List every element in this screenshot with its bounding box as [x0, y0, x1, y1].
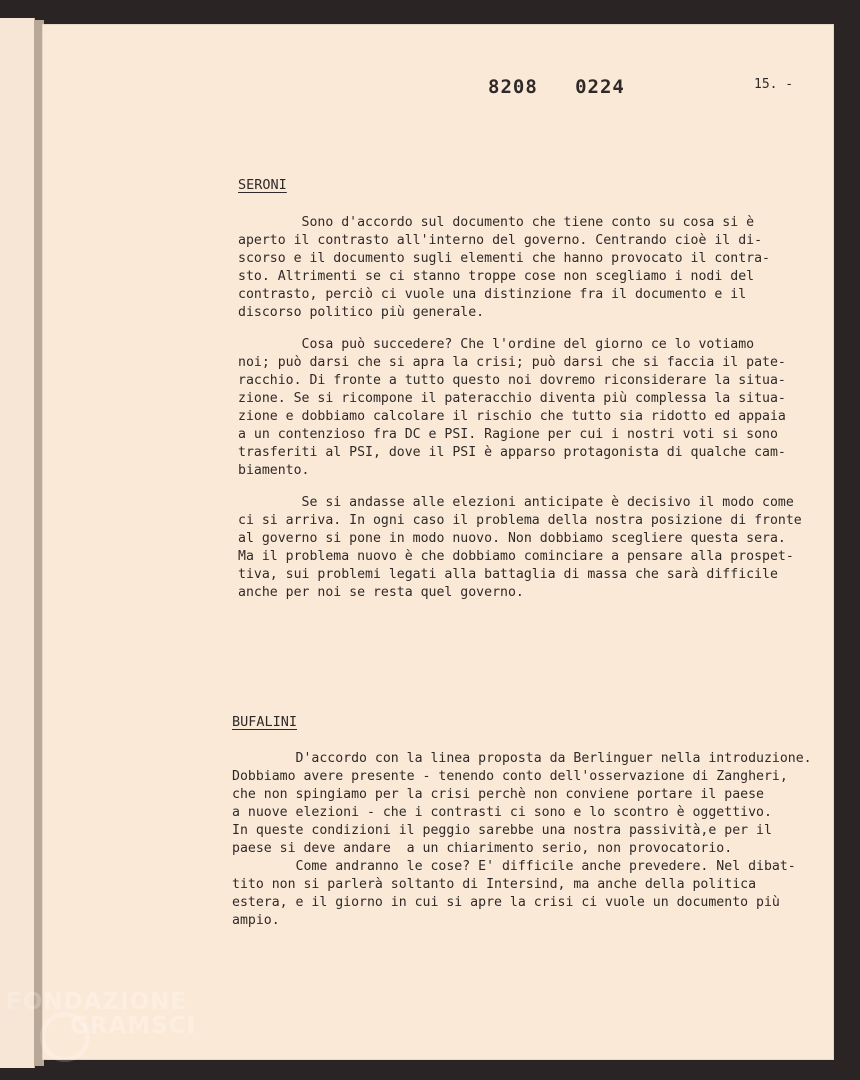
- page-number: 15. -: [754, 77, 794, 92]
- seroni-paragraph-2: Cosa può succedere? Che l'ordine del giorno ce lo votiamo noi; può darsi che si apra la crisi; può darsi che si faccia il pate- racchio. Di fronte a tutto questo noi dovremo riconsiderare la situa- zione. Se si ricompone il pateracchio diventa più complessa la situa- zione e dobbiamo calcolare il rischio che tutto sia ridotto ed appaia a un contenzioso fra DC e PSI. Ragione per cui i nostri voti si sono trasferiti al PSI, dove il PSI è apparso protagonista di qualche cam- biamento.: [238, 337, 786, 478]
- seroni-paragraph-3: Se si andasse alle elezioni anticipate è decisivo il modo come ci si arriva. In ogni caso il problema della nostra posizione di fronte al governo si pone in modo nuovo. Non dobbiamo scegliere questa sera. Ma il problema nuovo è che dobbiamo cominciare a pensare alla prospet- tiva, sui problemi legati alla battaglia di massa che sarà difficile anche per noi se resta quel governo.: [238, 495, 802, 600]
- seroni-paragraph-1: Sono d'accordo sul documento che tiene conto su cosa si è aperto il contrasto all'interno del governo. Centrando cioè il di- scorso e il documento sugli elementi che hanno provocato il contra- sto. Altrimenti se ci stanno troppe cose non scegliamo i nodi del contrasto, perciò ci vuole una distinzione fra il documento e il discorso politico più generale.: [238, 215, 770, 320]
- document-page: [42, 24, 834, 1060]
- bufalini-paragraph-1: D'accordo con la linea proposta da Berlinguer nella introduzione. Dobbiamo avere presente - tenendo conto dell'osservazione di Zangheri, che non spingiamo per la crisi perchè non conviene portare il paese a nuove elezioni - che i contrasti ci sono e lo scontro è oggettivo. In queste condizioni il peggio sarebbe una nostra passività,e per il paese si deve andare a un chiarimento serio, non provocatorio. Come andranno le cose? E' difficile anche prevedere. Nel dibat- tito non si parlerà soltanto di Intersind, ma anche della politica estera, e il giorno in cui si apre la crisi ci vuole un documento più ampio.: [232, 751, 812, 928]
- speaker-heading-bufalini: BUFALINI: [232, 714, 298, 730]
- watermark-line-1: FONDAZIONE: [6, 989, 188, 1015]
- speaker-heading-seroni: SERONI: [238, 177, 287, 193]
- previous-page-edge: [0, 18, 35, 1068]
- archive-number: 8208 0224: [488, 76, 625, 98]
- archive-watermark: [6, 990, 196, 1038]
- watermark-line-2: GRAMSCI: [70, 1013, 197, 1039]
